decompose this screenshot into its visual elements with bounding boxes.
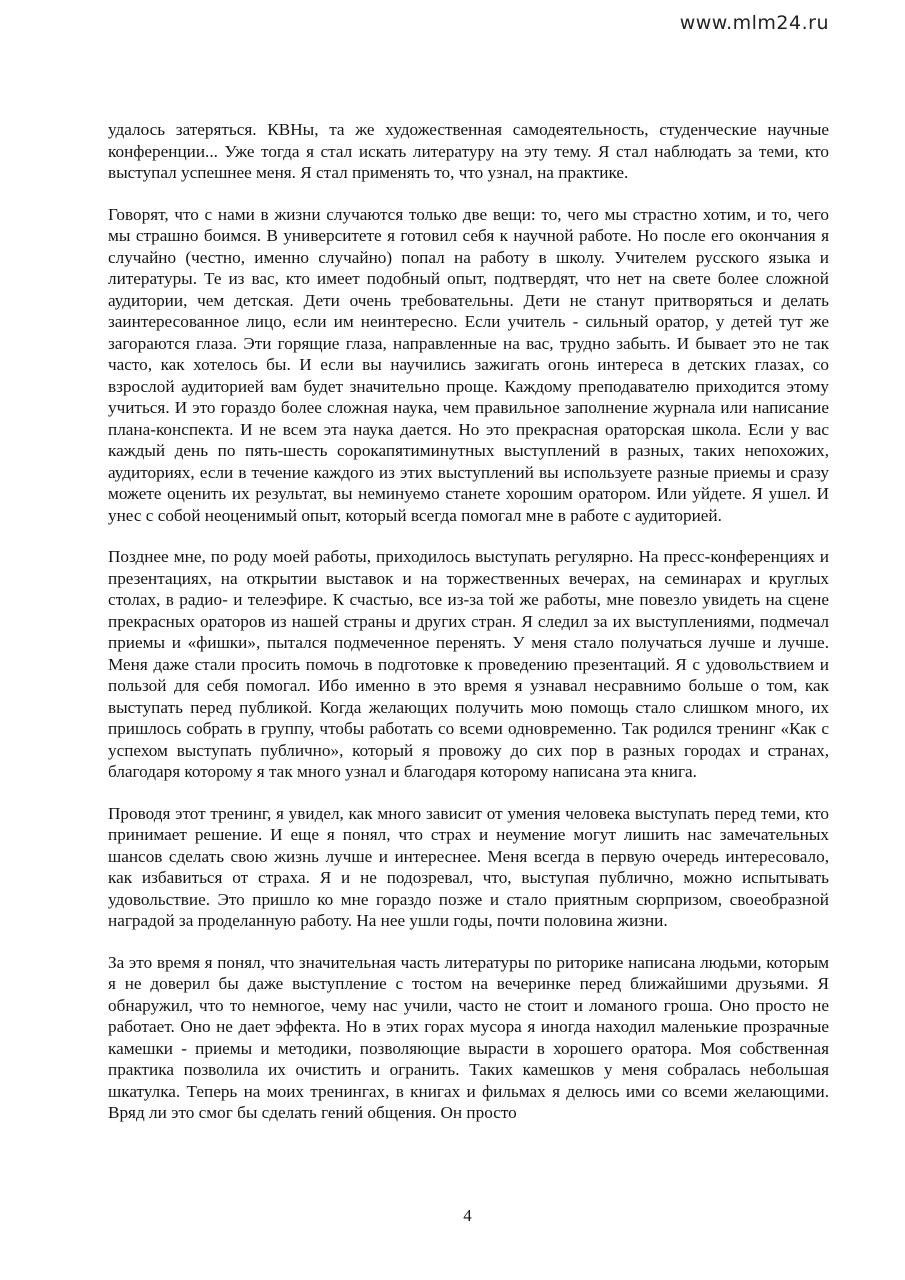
paragraph: удалось затеряться. КВНы, та же художественная самодеятельность, студенческие научные конференции... Уже тогда я стал искать литературу на эту тему. Я стал наблюдать за теми, кто выступал успешнее меня. Я стал применять то, что узнал, на практике. <box>108 120 829 182</box>
body-text <box>108 119 829 1144</box>
paragraph: Говорят, что с нами в жизни случаются только две вещи: то, чего мы страстно хотим, и то, чего мы страшно боимся. В университете я готовил себя к научной работе. Но после его окончания я случайно (честно, именно случайно) попал на работу в школу. Учителем русского языка и литературы. Те из вас, кто имеет подобный опыт, подтвердят, что нет на свете более сложной аудитории, чем детская. Дети очень требовательны. Дети не станут притворяться и делать заинтересованное лицо, если им неинтересно. Если учитель - сильный оратор, у детей тут же загораются глаза. Эти горящие глаза, направленные на вас, трудно забыть. И бывает это не так часто, как хотелось бы. И если вы научились зажигать огонь интереса в детских глазах, со взрослой аудиторией вам будет значительно проще. Каждому преподавателю приходится этому учиться. И это гораздо более сложная наука, чем правильное заполнение журнала или написание плана-конспекта. И не всем эта наука дается. Но это прекрасная ораторская школа. Если у вас каждый день по пять-шесть сорокапятиминутных выступлений в разных, таких непохожих, аудиториях, если в течение каждого из этих выступлений вы используете разные приемы и сразу можете оценить их результат, вы неминуемо станете хорошим оратором. Или уйдете. Я ушел. И унес с собой неоценимый опыт, который всегда помогал мне в работе с аудиторией. <box>108 204 829 525</box>
paragraph: За это время я понял, что значительная часть литературы по риторике написана людьми, которым я не доверил бы даже выступление с тостом на вечеринке перед ближайшими друзьями. Я обнаружил, что то немногое, чему нас учили, часто не стоит и ломаного гроша. Оно просто не работает. Оно не дает эффекта. Но в этих горах мусора я иногда находил маленькие прозрачные камешки - приемы и методики, позволяющие вырасти в хорошего оратора. Моя собственная практика позволила их очистить и огранить. Таких камешков у меня собралась небольшая шкатулка. Теперь на моих тренингах, в книгах и фильмах я делюсь ими со всеми желающими. Вряд ли это смог бы сделать гений общения. Он просто <box>108 952 829 1122</box>
page-number: 4 <box>463 1206 472 1225</box>
paragraph: Проводя этот тренинг, я увидел, как много зависит от умения человека выступать перед теми, кто принимает решение. И еще я понял, что страх и неумение могут лишить нас замечательных шансов сделать свою жизнь лучше и интереснее. Меня всегда в первую очередь интересовало, как избавиться от страха. Я и не подозревал, что, выступая публично, можно испытывать удовольствие. Это пришло ко мне гораздо позже и стало приятным сюрпризом, своеобразной наградой за проделанную работу. На нее ушли годы, почти половина жизни. <box>108 803 829 930</box>
paragraph: Позднее мне, по роду моей работы, приходилось выступать регулярно. На пресс-конференциях и презентациях, на открытии выставок и на торжественных вечерах, на семинарах и круглых столах, в радио- и телеэфире. К счастью, все из-за той же работы, мне повезло увидеть на сцене прекрасных ораторов из нашей страны и других стран. Я следил за их выступлениями, подмечал приемы и «фишки», пытался подмеченное перенять. У меня стало получаться лучше и лучше. Меня даже стали просить помочь в подготовке к проведению презентаций. Я с удовольствием и пользой для себя помогал. Ибо именно в это время я узнавал несравнимо больше о том, как выступать перед публикой. Когда желающих получить мою помощь стало слишком много, их пришлось собрать в группу, чтобы работать со всеми одновременно. Так родился тренинг «Как с успехом выступать публично», который я провожу до сих пор в разных городах и странах, благодаря которому я так много узнал и благодаря которому написана эта книга. <box>108 547 829 781</box>
site-url-header: www.mlm24.ru <box>679 12 829 34</box>
